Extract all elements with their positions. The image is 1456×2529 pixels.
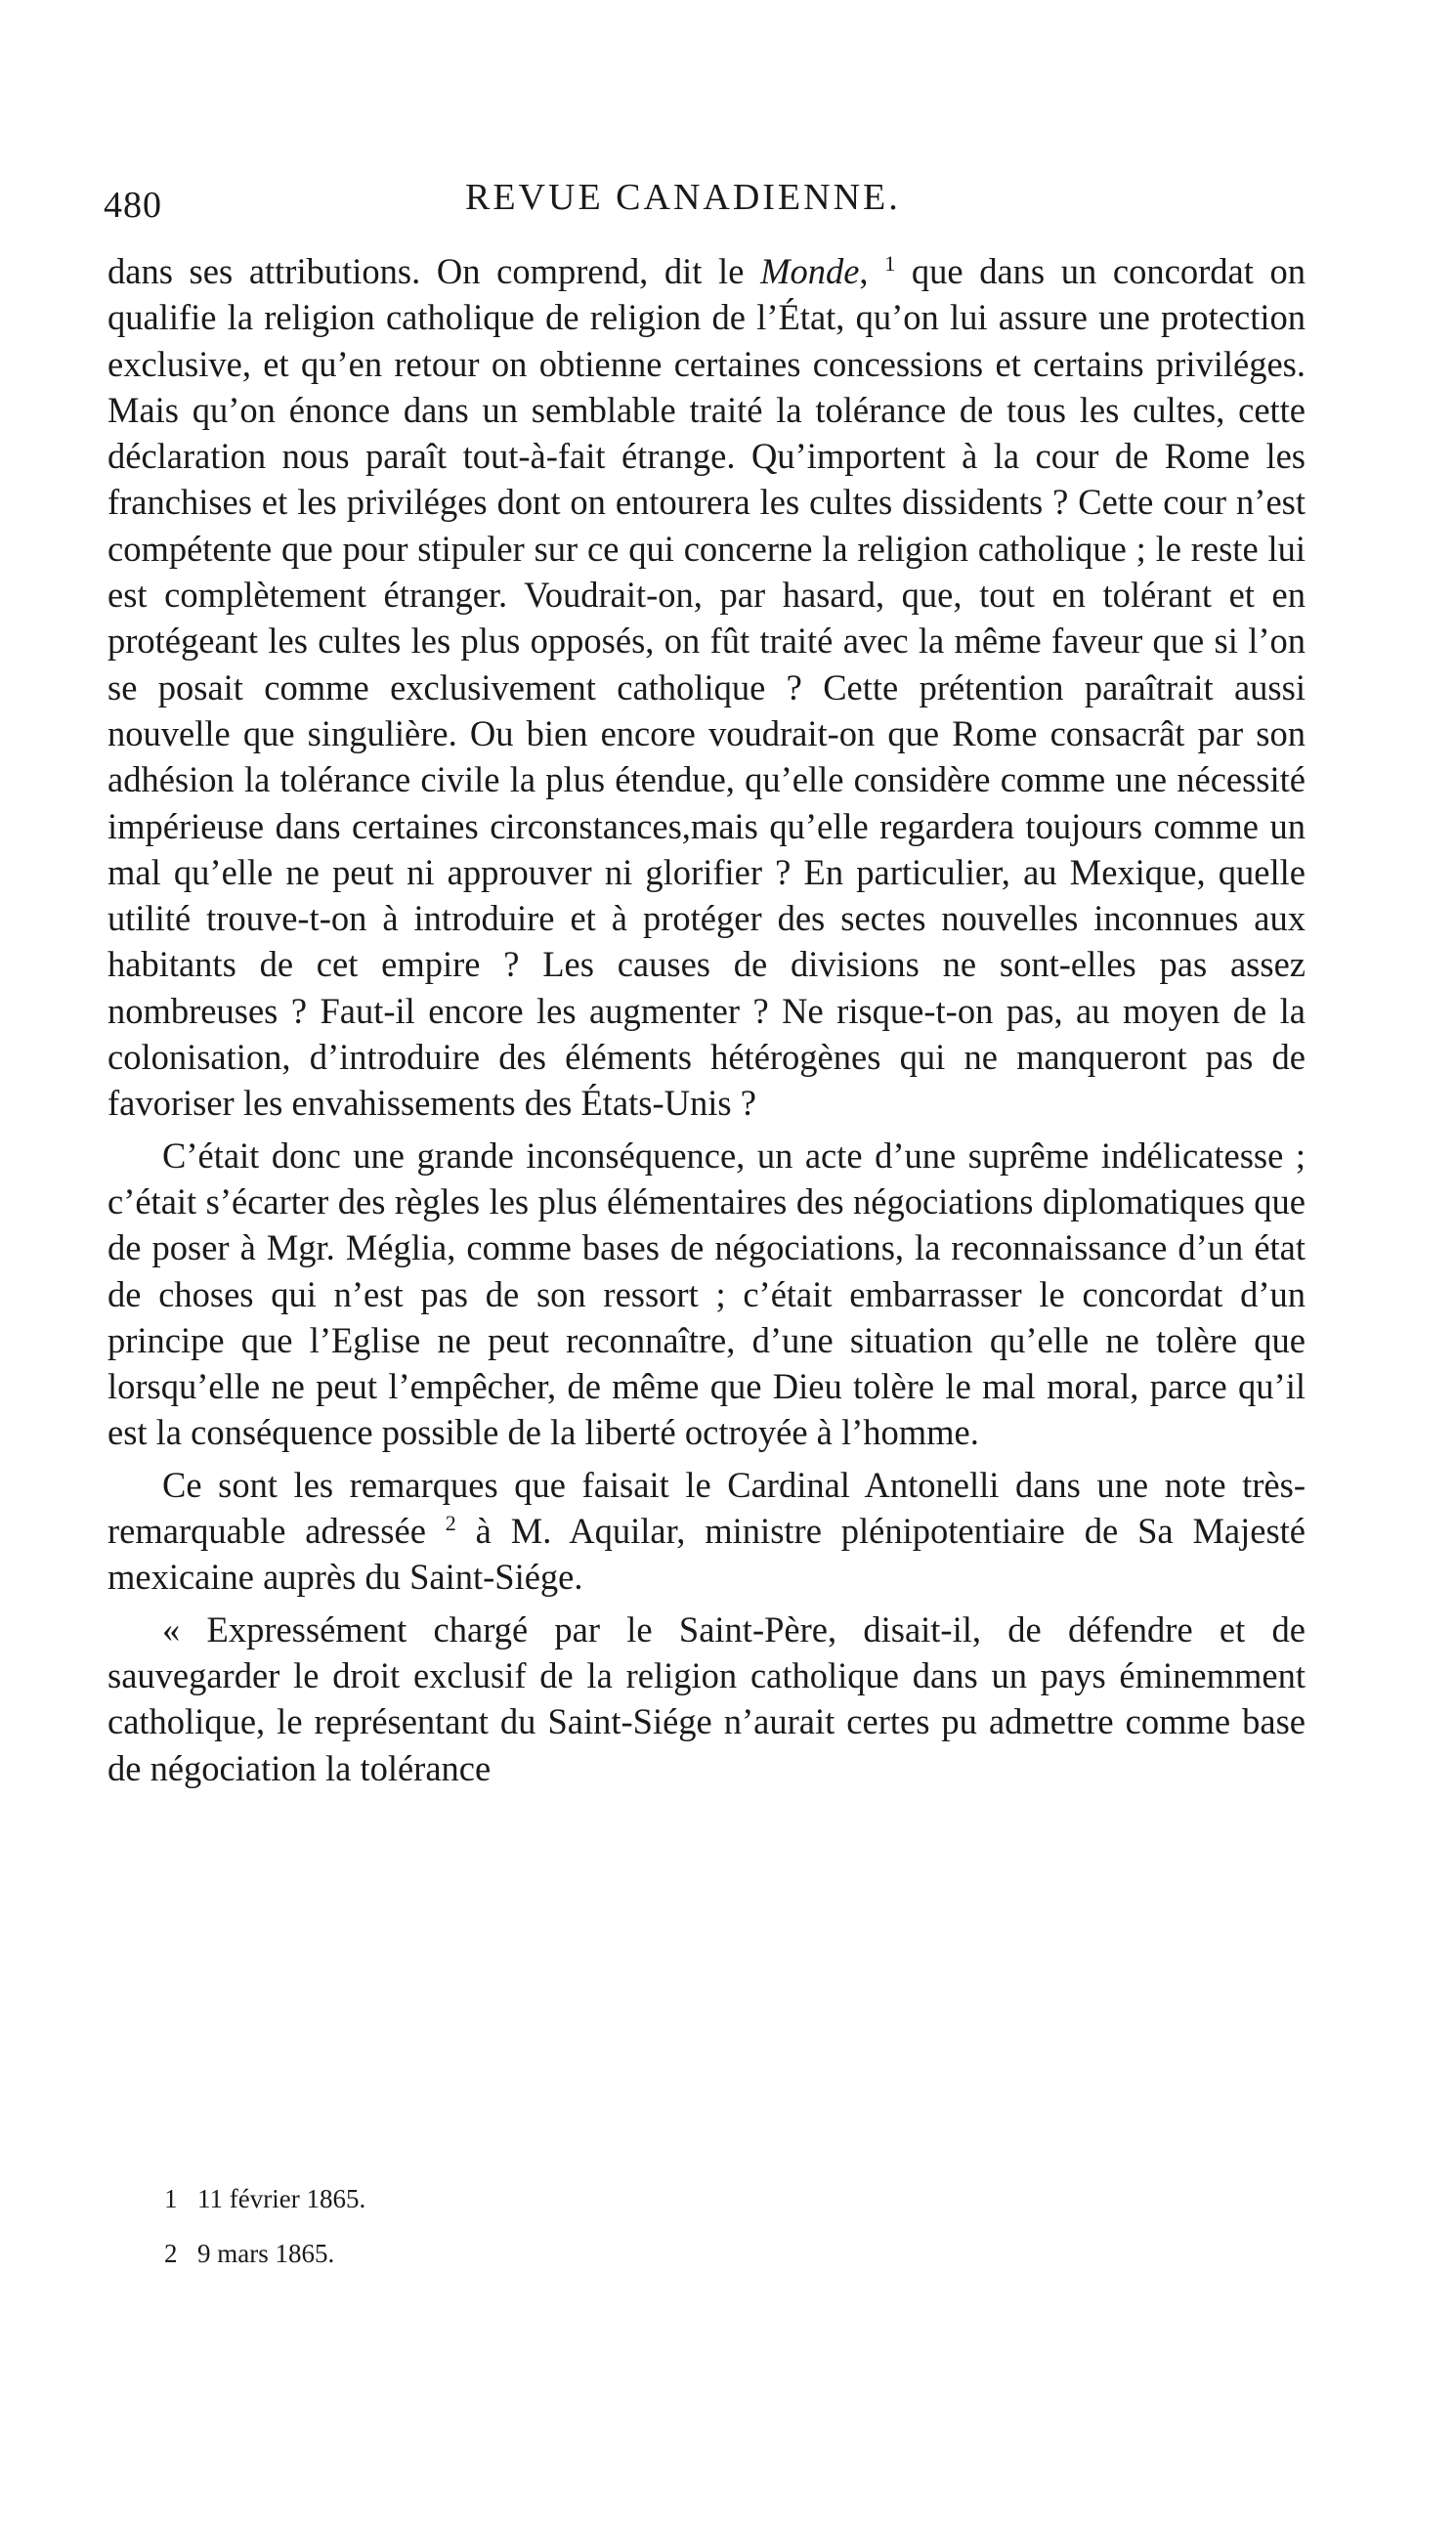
- footnote-mark: 1: [164, 2184, 178, 2213]
- paragraph-1-text-a: dans ses attributions. On comprend, dit le: [107, 251, 761, 291]
- footnote-2: [164, 2226, 946, 2281]
- footnote-text: 11 février 1865.: [197, 2184, 366, 2213]
- page-number: 480: [104, 185, 162, 226]
- footnote-ref-1: 1: [884, 250, 896, 276]
- paragraph-4: « Expressément chargé par le Saint-Père, disait-il, de défendre et de sauvegarder le droit exclusif de la religion catholique dans un pays éminemment catholique, le représentant du Saint-Siége n’aurait certes pu admettre comme base de négociation la tolérance: [107, 1608, 1306, 1788]
- paragraph-1: dans ses attributions. On comprend, dit le Monde, $^1$ que dans un concordat on qualifie la religion catholique de religion de l’État, qu’on lui assure une protection exclusive, et qu’en retour on obtienne certaines concessions et certains priviléges. Mais qu’on énonce dans un semblable traité la tolérance de tous les cultes, cette déclaration nous paraît tout-à-fait étrange. Qu’importent à la cour de Rome les franchises et les priviléges dont on entourera les cultes dissidents ? Cette cour n’est compétente que pour stipuler sur ce qui concerne la religion catholique ; le reste lui est complètement étranger. Voudrait-on, par hasard, que, tout en tolérant et en protégeant les cultes les plus opposés, on fût traité avec la même faveur que si l’on se posait comme exclusivement catholique ? Cette prétention paraîtrait aussi nouvelle que singulière. Ou bien encore voudrait-on que Rome consacrât par son adhésion la tolérance civile la plus étendue, qu’elle considère comme une nécessité impérieuse dans certaines circonstances,mais qu’elle regardera toujours comme un mal qu’elle ne peut ni approuver ni glorifier ? En particulier, au Mexique, quelle utilité trouve-t-on à introduire et à protéger des sectes nouvelles inconnues aux habitants de cet empire ? Les causes de divisions ne sont-elles pas assez nombreuses ? Faut-il encore les augmenter ? Ne risque-t-on pas, au moyen de la colonisation, d’introduire des éléments hétérogènes qui ne manqueront pas de favoriser les envahissements des États-Unis ?: [107, 250, 1306, 1124]
- footnotes: [164, 2171, 946, 2281]
- paragraph-3: [107, 1462, 1306, 1601]
- footnote-mark: 2: [164, 2239, 178, 2268]
- footnote-1: [164, 2171, 946, 2226]
- running-title: REVUE CANADIENNE.: [465, 177, 901, 218]
- paragraph-3-text-b: à M. Aquilar, ministre plénipotentiaire de Sa Majesté mexicaine auprès du Saint-Siége.: [107, 1511, 1306, 1598]
- body-text: [107, 248, 1306, 1791]
- footnote-text: 9 mars 1865.: [197, 2239, 335, 2268]
- paragraph-3-text-a: Ce sont les remarques que faisait le Cardinal Antonelli dans une note très-remarquable adressée: [107, 1464, 1306, 1552]
- cited-source: Monde: [760, 251, 860, 291]
- paragraph-2: C’était donc une grande inconséquence, un acte d’une suprême indélicatesse ; c’était s’écarter des règles les plus élémentaires des négociations diplomatiques que de poser à Mgr. Méglia, comme bases de négociations, la reconnaissance d’un état de choses qui n’est pas de son ressort ; c’était embarrasser le concordat d’un principe que l’Eglise ne peut reconnaître, d’une situation qu’elle ne tolère que lorsqu’elle ne peut l’empêcher, de même que Dieu tolère le mal moral, parce qu’il est la conséquence possible de la liberté octroyée à l’homme.: [107, 1135, 1306, 1453]
- paragraph-1-text-b: que dans un concordat on qualifie la religion catholique de religion de l’État, qu’on lui assure une protection exclusive, et qu’en retour on obtienne certaines concessions et certains priviléges. Mais qu’on énonce dans un semblable traité la tolérance de tous les cultes, cette déclaration nous paraît tout-à-fait étrange. Qu’importent à la cour de Rome les franchises et les priviléges dont on entourera les cultes dissidents ? Cette cour n’est compétente que pour stipuler sur ce qui concerne la religion catholique ; le reste lui est complètement étranger. Voudrait-on, par hasard, que, tout en tolérant et en protégeant les cultes les plus opposés, on fût traité avec la même faveur que si l’on se posait comme exclusivement catholique ? Cette prétention paraîtrait aussi nouvelle que singulière. Ou bien encore voudrait-on que Rome consacrât par son adhésion la tolérance civile la plus étendue, qu’elle considère comme une nécessité impérieuse dans certaines circonstances,mais qu’elle regardera toujours comme un mal qu’elle ne peut ni approuver ni glorifier ? En particulier, au Mexique, quelle utilité trouve-t-on à introduire et à protéger des sectes nouvelles inconnues aux habitants de cet empire ? Les causes de divisions ne sont-elles pas assez nombreuses ? Faut-il encore les augmenter ? Ne risque-t-on pas, au moyen de la colonisation, d’introduire des éléments hétérogènes qui ne manqueront pas de favoriser les envahissements des États-Unis ?: [107, 251, 1306, 1124]
- page-header: [104, 176, 1325, 235]
- footnote-ref-2: 2: [445, 1510, 456, 1535]
